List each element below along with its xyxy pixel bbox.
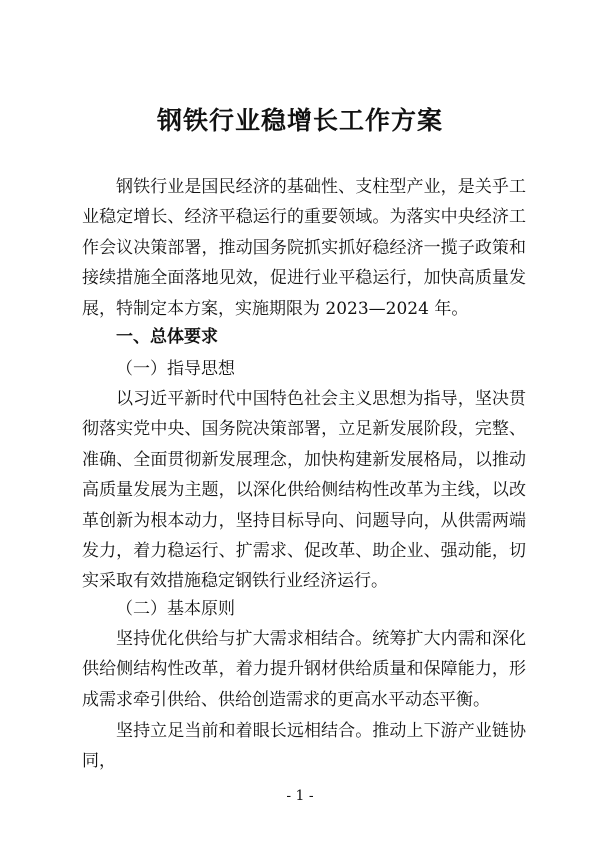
document-title: 钢铁行业稳增长工作方案 [156, 106, 443, 135]
principle-paragraph-1: 坚持优化供给与扩大需求相结合。统筹扩大内需和深化供给侧结构性改革，着力提升钢材供给质量和保障能力，形成需求牵引供给、供给创造需求的更高水平动态平衡。 [82, 629, 526, 710]
section-heading-general-requirements: 一、总体要求 [116, 327, 218, 347]
guiding-ideology-paragraph: 以习近平新时代中国特色社会主义思想为指导，坚决贯彻落实党中央、国务院决策部署，立足新发展阶段，完整、准确、全面贯彻新发展理念，加快构建新发展格局，以推动高质量发展为主题，以深化供给侧结构性改革为主线，以改革创新为根本动力，坚持目标导向、问题导向，从供需两端发力，着力稳运行、扩需求、促改革、助企业、强动能，切实采取有效措施稳定钢铁行业经济运行。 [82, 389, 526, 592]
subsection-heading-basic-principles: （二）基本原则 [116, 599, 235, 619]
page-number: - 1 - [286, 788, 314, 804]
subsection-heading-guiding-ideology: （一）指导思想 [116, 359, 235, 379]
intro-paragraph: 钢铁行业是国民经济的基础性、支柱型产业，是关乎工业稳定增长、经济平稳运行的重要领域。为落实中央经济工作会议决策部署，推动国务院抓实抓好稳经济一揽子政策和接续措施全面落地见效，促进行业平稳运行，加快高质量发展，特制定本方案，实施期限为 2023—2024 年。 [82, 177, 526, 319]
principle-paragraph-2: 坚持立足当前和着眼长远相结合。推动上下游产业链协同， [82, 721, 526, 772]
